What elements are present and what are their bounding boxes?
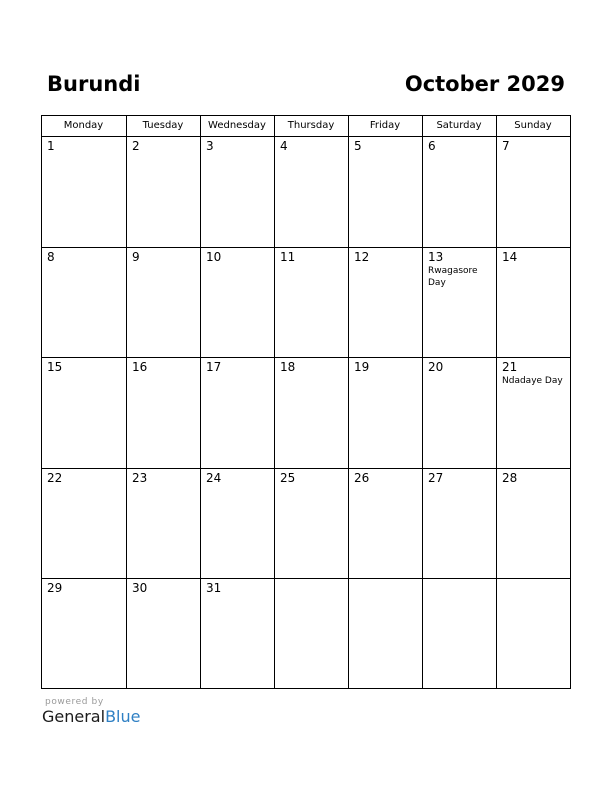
- grid-column-line: [496, 115, 497, 689]
- weekday-header-wednesday: Wednesday: [208, 120, 266, 131]
- weekday-header-sunday: Sunday: [514, 120, 552, 131]
- day-cell-25: [274, 468, 348, 578]
- day-cell-13: [422, 247, 496, 357]
- day-number: 24: [206, 471, 222, 485]
- day-cell-6: [422, 136, 496, 247]
- day-number: 12: [354, 250, 370, 264]
- grid-column-line: [348, 115, 349, 689]
- day-number: 17: [206, 360, 222, 374]
- holiday-label: Ndadaye Day: [502, 376, 563, 386]
- day-number: 3: [206, 139, 214, 153]
- grid-row-line: [41, 115, 571, 116]
- day-cell-14: [496, 247, 570, 357]
- day-cell-9: [126, 247, 200, 357]
- day-number: 25: [280, 471, 296, 485]
- day-cell-31: [200, 578, 274, 688]
- grid-row-line: [41, 247, 571, 248]
- day-cell-20: [422, 357, 496, 468]
- day-number: 6: [428, 139, 436, 153]
- holiday-label: Rwagasore Day: [428, 266, 478, 288]
- day-number: 28: [502, 471, 518, 485]
- day-cell-24: [200, 468, 274, 578]
- generalblue-logo[interactable]: [42, 707, 140, 727]
- day-cell-21: [496, 357, 570, 468]
- weekday-header-friday: Friday: [369, 120, 401, 131]
- powered-by-label: powered by: [45, 697, 104, 707]
- grid-row-line: [41, 136, 571, 137]
- day-cell-18: [274, 357, 348, 468]
- day-cell-1: [41, 136, 126, 247]
- day-cell-22: [41, 468, 126, 578]
- day-cell-29: [41, 578, 126, 688]
- day-number: 21: [502, 360, 518, 374]
- day-cell-17: [200, 357, 274, 468]
- day-cell-11: [274, 247, 348, 357]
- day-cell-5: [348, 136, 422, 247]
- day-number: 1: [47, 139, 55, 153]
- day-cell-15: [41, 357, 126, 468]
- day-number: 19: [354, 360, 370, 374]
- day-number: 29: [47, 581, 63, 595]
- day-cell-16: [126, 357, 200, 468]
- grid-row-line: [41, 468, 571, 469]
- logo-general-text: General: [42, 707, 106, 726]
- day-number: 31: [206, 581, 222, 595]
- day-cell-2: [126, 136, 200, 247]
- day-number: 7: [502, 139, 510, 153]
- day-number: 30: [132, 581, 148, 595]
- logo-blue-text: Blue: [105, 707, 141, 726]
- day-number: 2: [132, 139, 140, 153]
- day-number: 27: [428, 471, 444, 485]
- empty-day-cell: [348, 578, 422, 688]
- day-number: 10: [206, 250, 222, 264]
- day-cell-8: [41, 247, 126, 357]
- day-cell-27: [422, 468, 496, 578]
- day-number: 8: [47, 250, 55, 264]
- grid-column-line: [422, 115, 423, 689]
- country-title: Burundi: [47, 72, 141, 96]
- grid-column-line: [200, 115, 201, 689]
- empty-day-cell: [496, 578, 570, 688]
- day-number: 26: [354, 471, 370, 485]
- grid-row-line: [41, 688, 571, 689]
- day-number: 5: [354, 139, 362, 153]
- day-number: 15: [47, 360, 63, 374]
- weekday-header-monday: Monday: [63, 120, 104, 131]
- calendar-grid: [41, 115, 571, 689]
- day-number: 11: [280, 250, 296, 264]
- weekday-header-tuesday: Tuesday: [142, 120, 184, 131]
- day-cell-7: [496, 136, 570, 247]
- empty-day-cell: [274, 578, 348, 688]
- day-number: 22: [47, 471, 63, 485]
- grid-column-line: [41, 115, 42, 689]
- day-number: 13: [428, 250, 444, 264]
- weekday-header-thursday: Thursday: [287, 120, 335, 131]
- day-cell-26: [348, 468, 422, 578]
- day-number: 14: [502, 250, 518, 264]
- day-number: 9: [132, 250, 140, 264]
- grid-column-line: [126, 115, 127, 689]
- day-cell-30: [126, 578, 200, 688]
- month-year-title: October 2029: [404, 72, 565, 96]
- day-number: 4: [280, 139, 288, 153]
- day-cell-4: [274, 136, 348, 247]
- day-number: 18: [280, 360, 296, 374]
- day-cell-23: [126, 468, 200, 578]
- day-cell-3: [200, 136, 274, 247]
- day-cell-28: [496, 468, 570, 578]
- day-number: 20: [428, 360, 444, 374]
- weekday-header-saturday: Saturday: [436, 120, 482, 131]
- day-number: 16: [132, 360, 148, 374]
- day-cell-19: [348, 357, 422, 468]
- day-cell-10: [200, 247, 274, 357]
- day-cell-12: [348, 247, 422, 357]
- empty-day-cell: [422, 578, 496, 688]
- grid-row-line: [41, 357, 571, 358]
- day-number: 23: [132, 471, 148, 485]
- grid-column-line: [570, 115, 571, 689]
- grid-row-line: [41, 578, 571, 579]
- grid-column-line: [274, 115, 275, 689]
